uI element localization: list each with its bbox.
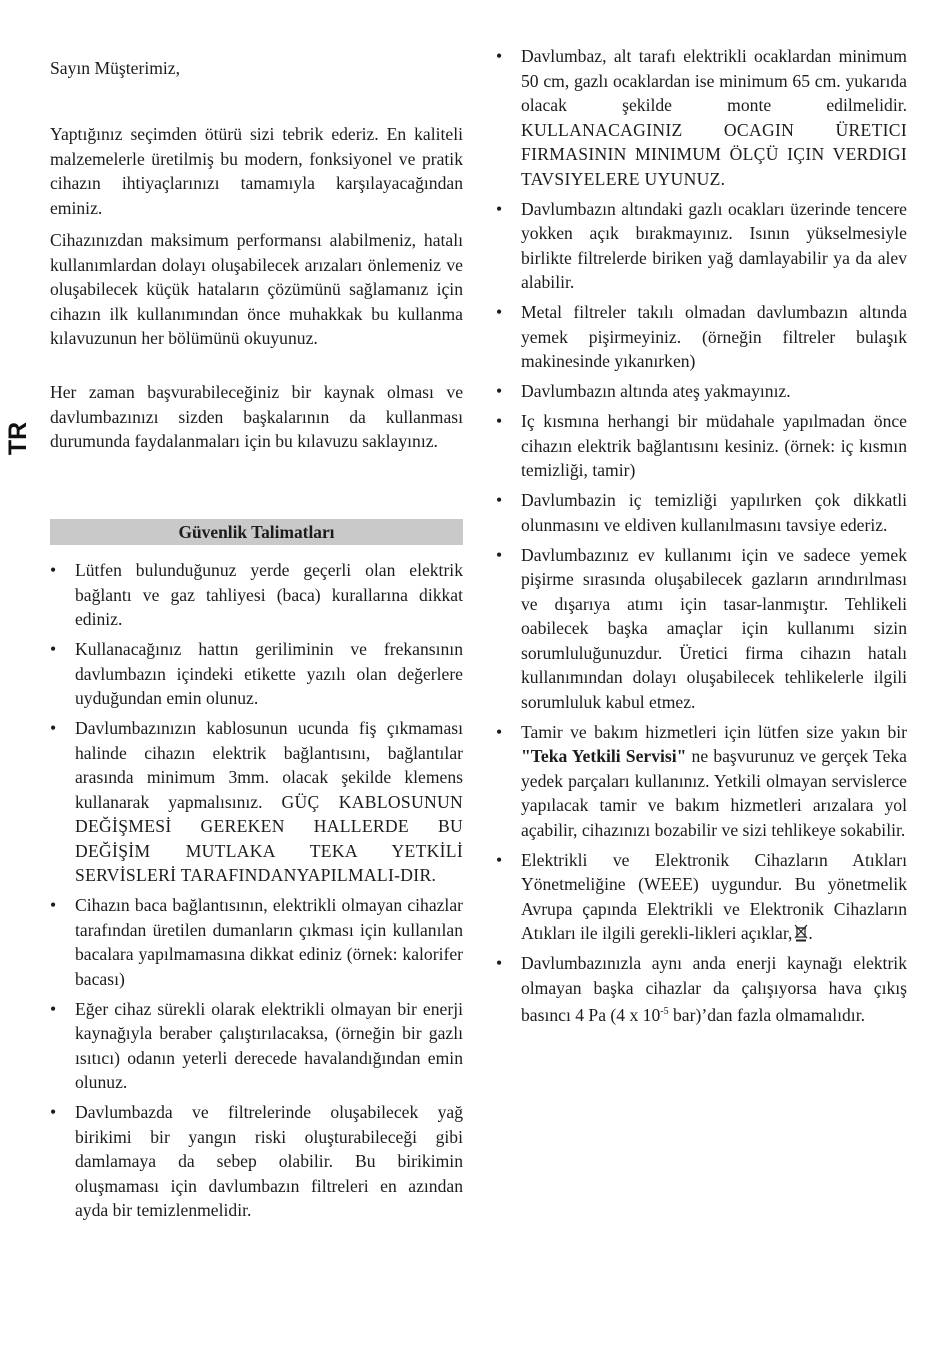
greeting: Sayın Müşterimiz, <box>50 58 180 78</box>
list-item-text-continued: bar)’dan fazla olmamalıdır. <box>668 1004 865 1025</box>
list-item <box>50 716 463 888</box>
bullet-icon: • <box>496 953 503 973</box>
bullet-icon: • <box>496 544 503 565</box>
bullet-icon: • <box>496 381 503 401</box>
bullet-icon: • <box>50 998 57 1019</box>
service-name: "Teka Yetkili Servisi" <box>521 746 687 766</box>
list-item <box>496 543 907 715</box>
list-item-text: Iç kısmına herhangi bir müdahale yapılmadan önce cihazın elektrik bağlantısını kesiniz. (örnek: iç kısmın temizliği, tamir) <box>521 411 907 480</box>
bullet-icon: • <box>496 721 503 742</box>
bullet-icon: • <box>496 490 503 510</box>
bullet-icon: • <box>50 895 57 915</box>
list-item <box>496 951 907 1027</box>
list-item <box>496 409 907 483</box>
language-tab <box>2 412 36 464</box>
list-item-text-wrapper <box>75 716 463 888</box>
bullet-icon: • <box>496 198 503 219</box>
list-item-uppercase-note: KULLANACAGINIZ OCAGIN ÜRETICI FIRMASININ MINIMUM ÖLÇÜ IÇIN VERDIGI TAVSIYELERE UYUNUZ. <box>521 119 907 189</box>
intro-paragraph-3: Her zaman başvurabileceğiniz bir kaynak olması ve davlumbazınızı sizden başkalarının da kullanması durumunda faydalanmaları için bu kılavuzu saklayınız. <box>50 382 463 451</box>
list-item <box>496 720 907 843</box>
intro-paragraph-1: Yaptığınız seçimden ötürü sizi tebrik ederiz. En kaliteli malzemelerle üretilmiş bu modern, fonksiyonel ve pratik cihazın ihtiyaçlarınızı tamamıyla karşılayacağından eminiz. <box>50 124 463 218</box>
list-item-text-wrapper <box>521 44 907 191</box>
list-item <box>496 44 907 191</box>
bullet-icon: • <box>50 560 57 580</box>
list-item-text: Davlumbaz, alt tarafı elektrikli ocaklardan minimum 50 cm, gazlı ocaklardan ise minimum 65 cm. yukarıda olacak şekilde monte edilmelidir. <box>521 46 907 115</box>
bullet-icon: • <box>50 718 57 738</box>
list-item-text-wrapper <box>521 720 907 843</box>
list-item <box>50 893 463 991</box>
list-item-text: Elektrikli ve Elektronik Cihazların Atıkları Yönetmeliğine (WEEE) uygundur. Bu yönetmelik Avrupa çapında Elektrikli ve Elektronik Cihazların Atıkları ile ilgili gerekli-likleri açıklar, <box>521 849 907 943</box>
bullet-icon: • <box>496 302 503 322</box>
list-item-text-continued: ne başvurunuz ve gerçek Teka yedek parçaları kullanınız. Yetkili olmayan servislerce yapılacak tamir ve bakım hizmetleri arızalara yol açabilir, cihazınızı bozabilir ve sizi tehlikeye sokabilir. <box>521 746 907 840</box>
list-item-text: Metal filtreler takılı olmadan davlumbazın altında yemek pişirmeyiniz. (örneğin filtreler bulaşık makinesinde yıkanırken) <box>521 302 907 371</box>
exponent: -5 <box>660 1006 669 1017</box>
list-item-text: Davlumbazınızın kablosunun ucunda fiş çıkmaması halinde cihazın elektrik bağlantısını, bağlantılar arasında minimum 3mm. olacak şekilde klemens kullanarak yapmalısınız. <box>75 718 463 812</box>
list-item <box>50 997 463 1095</box>
list-item-uppercase-note: GÜÇ KABLOSUNUN DEĞİŞMESİ GEREKEN HALLERDE BU DEĞİŞİM MUTLAKA TEKA YETKİLİ SERVİSLERİ TARAFINDANYAPILMALI-DIR. <box>75 791 463 885</box>
list-item-text: Tamir ve bakım hizmetleri için lütfen size yakın bir <box>521 721 907 742</box>
bullet-icon: • <box>496 46 503 66</box>
list-item <box>50 1100 463 1223</box>
list-item <box>496 488 907 537</box>
list-item-text: Cihazın baca bağlantısının, elektrikli olmayan cihazlar tarafından üretilen dumanların çıkması için kullanılan bacalara yapılmamasına dikkat ediniz (örnek: kalorifer bacası) <box>75 895 463 989</box>
list-item-text: Davlumbazınızla aynı anda enerji kaynağı elektrik olmayan başka cihazlar da çalışıyorsa hava çıkış basıncı 4 Pa (4 x 10 <box>521 953 907 1025</box>
bullet-icon: • <box>496 849 503 870</box>
list-item <box>496 848 907 946</box>
list-item-text: Eğer cihaz sürekli olarak elektrikli olmayan bir enerji kaynağıyla beraber çalıştırılacaksa, (örneğin bir gazlı ısıtıcı) odanın yeterli derecede havalandığından emin olunuz. <box>75 998 463 1092</box>
language-tab-label: TR <box>4 421 33 455</box>
bullet-icon: • <box>496 411 503 431</box>
intro-paragraph-2: Cihazınızdan maksimum performansı alabilmeniz, hatalı kullanımlardan dolayı oluşabilecek arızaları önlemeniz ve oluşabilecek küçük hataların çözümünü sağlamanız için cihazın ilk kullanımından önce muhakkak bu kullanma kılavuzunun her bölümünü okuyunuz. <box>50 230 463 348</box>
bullet-icon: • <box>50 1102 57 1122</box>
list-item <box>496 300 907 374</box>
crossed-bin-icon <box>794 924 808 942</box>
list-item-text: Davlumbazda ve filtrelerinde oluşabilecek yağ birikimi bir yangın riski oluşturabileceği gibi damlamaya da sebep olabilir. Bu birikimin oluşmaması için davlumbazın filtreleri en azından ayda bir temizlenmelidir. <box>75 1102 463 1220</box>
list-item <box>50 637 463 711</box>
safety-list-right <box>496 44 907 1033</box>
list-item-text: Davlumbazınız ev kullanımı için ve sadece yemek pişirme sırasında oluşabilecek gazların arındırılması ve dışarıya atımı için tasar-lanmıştır. Tehlikeli oabilecek başka amaçlar için kullanımı sizin sorumluluğunuzdur. Üretici firma cihazın hatalı kullanımından dolayı oluşabilecek tehlikelerle ilgili sorumluluk kabul etmez. <box>521 544 907 712</box>
list-item-text: Davlumbazın altında ateş yakmayınız. <box>521 381 791 401</box>
list-item-text-end: . <box>808 923 813 943</box>
list-item-text: Davlumbazın altındaki gazlı ocakları üzerinde tencere yokken açık bırakmayınız. Isının yükselmesiyle birlikte filtrelerde biriken yağ damlayabilir ya da alev alabilir. <box>521 198 907 292</box>
list-item-text-wrapper <box>521 848 907 946</box>
list-item-text: Davlumbazin iç temizliği yapılırken çok dikkatli olunmasını ve eldiven kullanılmasını tavsiye ederiz. <box>521 490 907 535</box>
list-item <box>496 379 907 404</box>
safety-list-left <box>50 558 463 1228</box>
list-item-text: Lütfen bulunduğunuz yerde geçerli olan elektrik bağlantı ve gaz tahliyesi (baca) kurallarına dikkat ediniz. <box>75 560 463 629</box>
list-item-text: Kullanacağınız hattın geriliminin ve frekansının davlumbazın içindeki etikette yazılı olan değerlere uyduğundan emin olunuz. <box>75 639 463 708</box>
list-item <box>496 197 907 295</box>
section-title-safety: Güvenlik Talimatları <box>50 519 463 545</box>
list-item-text-wrapper <box>521 951 907 1027</box>
list-item <box>50 558 463 632</box>
bullet-icon: • <box>50 639 57 659</box>
